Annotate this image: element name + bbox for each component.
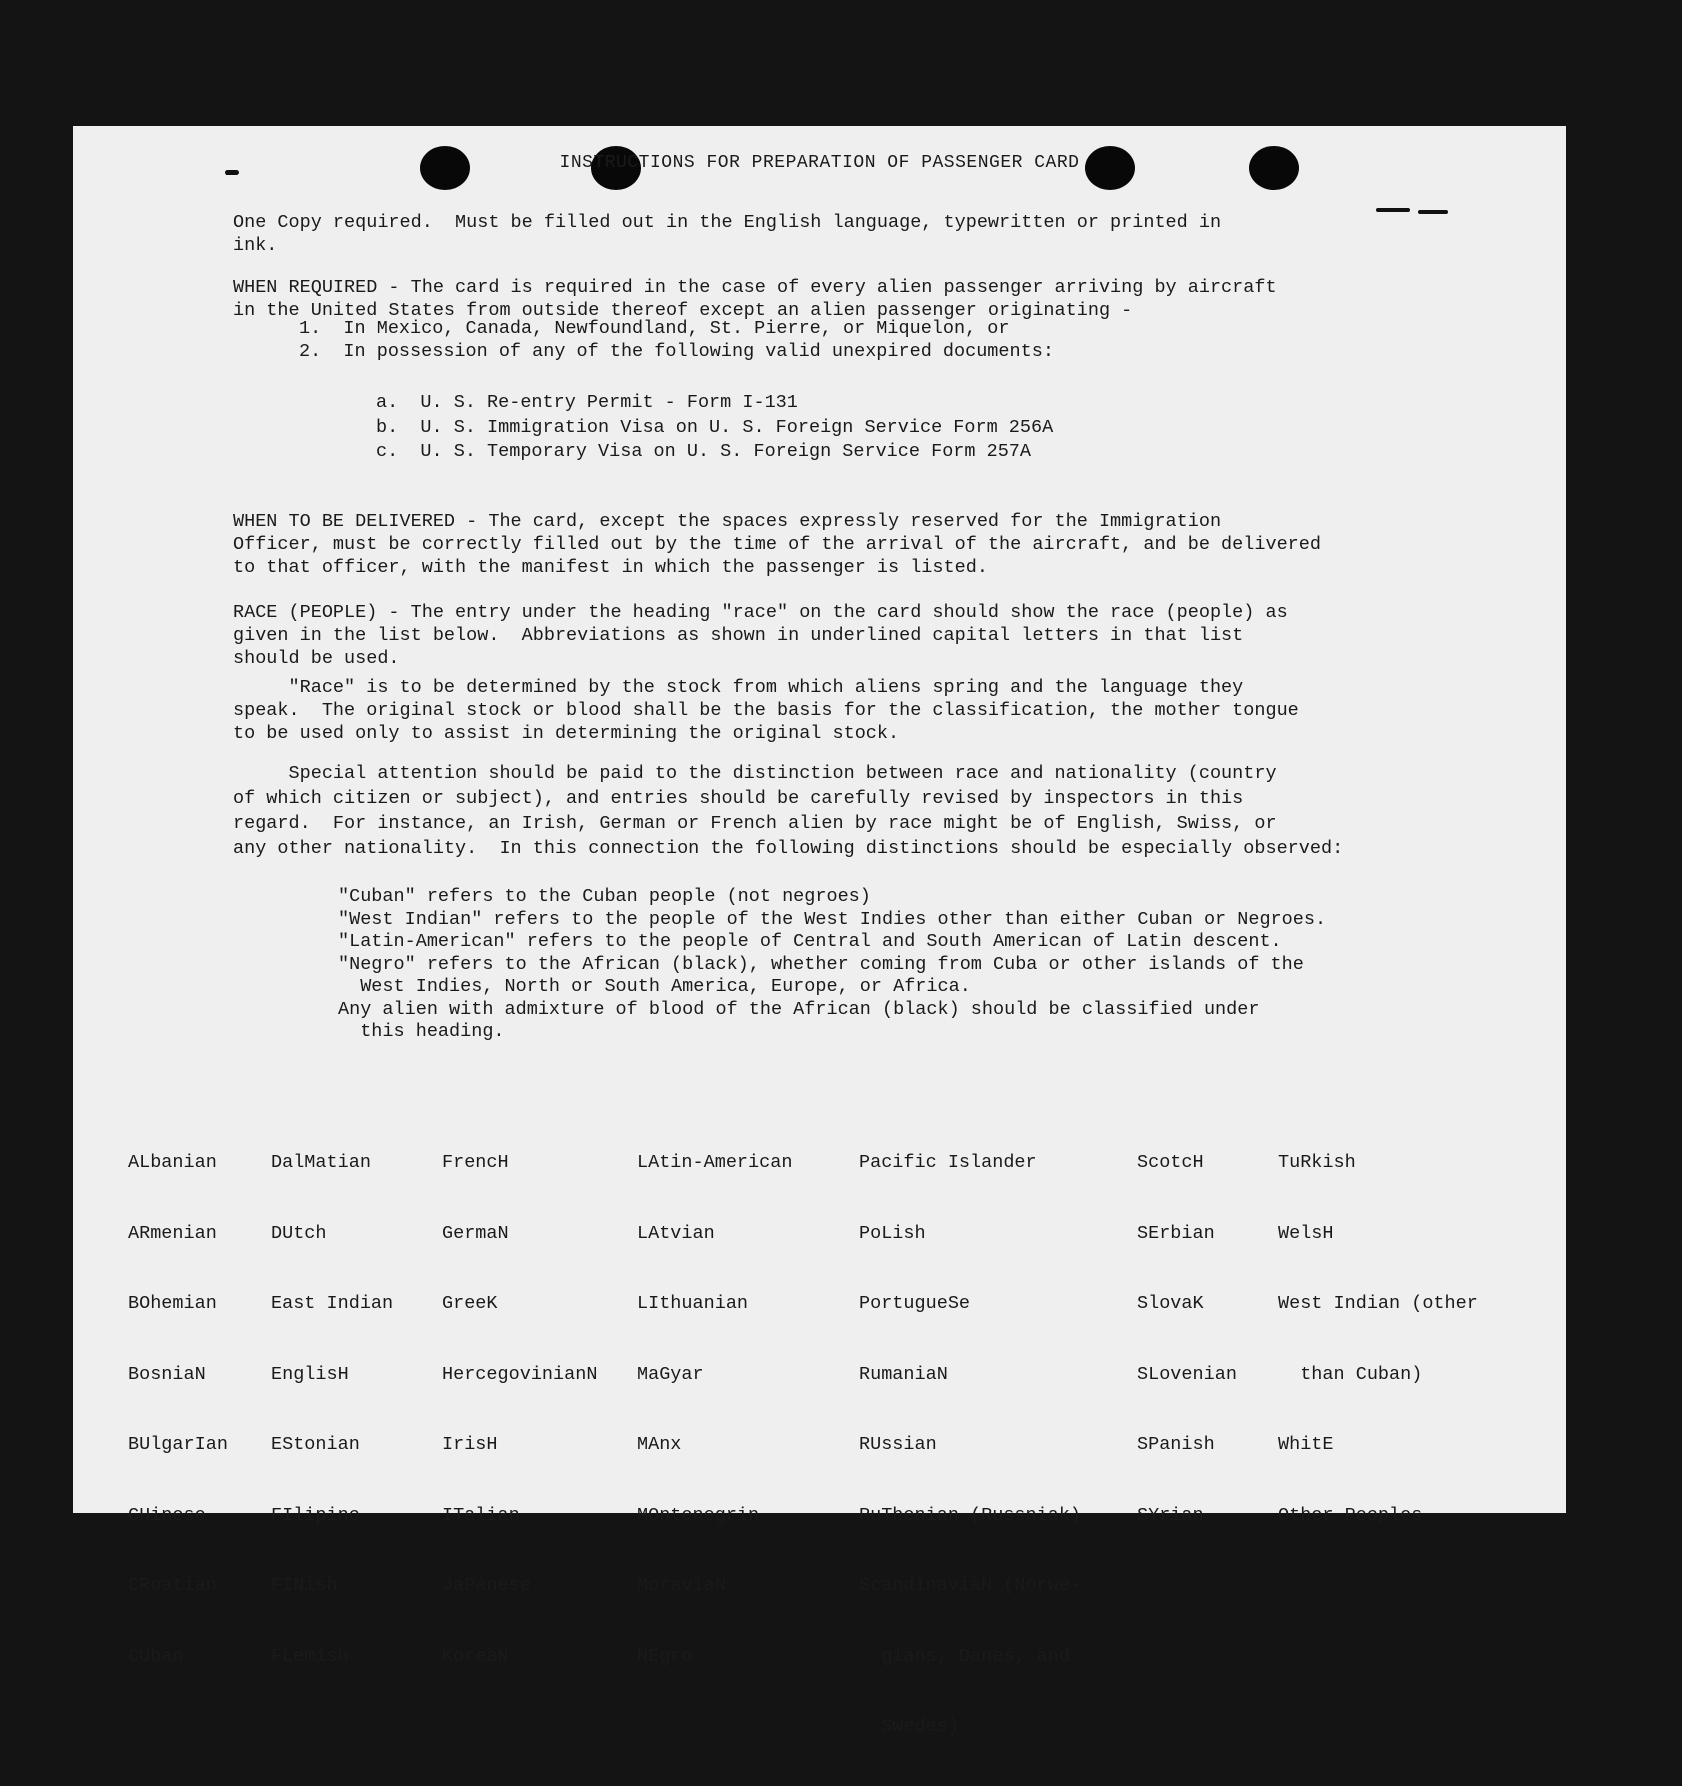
ink-mark [1418,210,1448,214]
intro-paragraph: One Copy required. Must be filled out in the English language, typewritten or printed in ink. [233,212,1222,256]
race-item: BOhemian [128,1293,217,1314]
documents-list: a. U. S. Re-entry Permit - Form I-131 b. U. S. Immigration Visa on U. S. Foreign Service Form 256A c. U. S. Temporary Visa on U. S. Foreign Service Form 257A [376,392,1054,462]
race-item: SErbian [1137,1222,1215,1244]
race-item: SYrian [1137,1504,1204,1526]
race-item: Swedes) [859,1716,959,1737]
race-item: Pacific Islander [859,1152,1037,1173]
race-item: East Indian [271,1293,394,1314]
race-item: BUlgarIan [128,1434,228,1455]
race-item: LAtin-American [637,1152,793,1173]
race-item: SPanish [1137,1434,1215,1455]
race-column-5 [859,1104,1081,1786]
race-item: CHinese [128,1504,206,1526]
race-item: MAnx [637,1434,682,1455]
when-required-paragraph: WHEN REQUIRED - The card is required in the case of every alien passenger arriving by aircraft in the United States from outside thereof except an alien passenger originating - [233,277,1277,321]
race-item: West Indian (other [1278,1293,1478,1314]
special-attention-paragraph: Special attention should be paid to the distinction between race and nationality (country of which citizen or subject), and entries should be carefully revised by inspectors in this regard. For instance, an Irish, German or French alien by race might be of English, Swiss, or any other nationality. In this connection the following distinctions should be especially observed: [233,763,1344,859]
race-item: CUban [128,1645,184,1667]
race-item: CRoatian [128,1575,217,1596]
race-item: ARmenian [128,1222,217,1244]
race-item: LAtvian [637,1222,715,1244]
race-column-3 [442,1104,597,1715]
race-item: IrisH [442,1434,498,1455]
ink-mark [1376,208,1410,212]
race-definition-paragraph: "Race" is to be determined by the stock from which aliens spring and the language they speak. The original stock or blood shall be the basis for the classification, the mother tongue to be used only to assist in determining the original stock. [233,677,1299,744]
race-item: EStonian [271,1434,360,1455]
race-column-7 [1278,1104,1478,1574]
race-item: PortugueSe [859,1293,971,1314]
race-item: NEgro [637,1645,693,1667]
race-item: SlovaK [1137,1293,1204,1314]
race-item: RUssian [859,1434,937,1455]
race-column-4 [637,1104,792,1715]
race-item: Other Peoples [1278,1504,1423,1526]
race-item: ScandinaviaN (Norwe- [859,1575,1082,1596]
race-item: FLemish [271,1645,349,1667]
race-item: DUtch [271,1222,327,1244]
race-item: KoreaN [442,1645,509,1667]
race-item: SLovenian [1137,1363,1237,1385]
race-item: DalMatian [271,1152,371,1173]
race-item: MaGyar [637,1363,704,1385]
race-item: JaPanese [442,1575,531,1596]
race-item: EnglisH [271,1363,349,1385]
when-delivered-paragraph: WHEN TO BE DELIVERED - The card, except the spaces expressly reserved for the Immigration Officer, must be correctly filled out by the time of the arrival of the aircraft, and be delivered to that officer, with the manifest in which the passenger is listed. [233,511,1321,578]
race-item: WhitE [1278,1434,1334,1455]
page-title: INSTRUCTIONS FOR PREPARATION OF PASSENGER CARD [559,153,1080,173]
race-item: FINish [271,1575,338,1596]
race-item: HercegovinianN [442,1363,598,1385]
race-column-1 [128,1104,228,1715]
race-item: gians, Danes, and [859,1645,1070,1667]
race-column-6 [1137,1104,1237,1574]
race-item: MoraviaN [637,1575,726,1596]
race-item: TuRkish [1278,1152,1356,1173]
race-item: than Cuban) [1278,1363,1423,1385]
race-item: FIlipino [271,1504,360,1526]
race-item: RuThenian (Russniak) [859,1504,1082,1526]
document-page [73,126,1566,1737]
race-item: MOntenegrin [637,1504,760,1526]
race-item: FrencH [442,1152,509,1173]
distinctions-list: "Cuban" refers to the Cuban people (not negroes) "West Indian" refers to the people of the West Indies other than either Cuban or Negroes. "Latin-American" refers to the people of Central and South American of Latin descent. "Negro" refers to the African (black), whether coming from Cuba or other islands of the West Indies, North or South America, Europe, or Africa. Any alien with admixture of blood of the African (black) should be classified under this heading. [338,886,1327,1042]
race-item: GreeK [442,1293,498,1314]
conditions-list: 1. In Mexico, Canada, Newfoundland, St. Pierre, or Miquelon, or 2. In possession of any of the following valid unexpired documents: [299,318,1054,362]
race-item: ScotcH [1137,1152,1204,1173]
race-column-2 [271,1104,393,1715]
race-item: WelsH [1278,1222,1334,1244]
race-item: ITalian [442,1504,520,1526]
race-item: ALbanian [128,1152,217,1173]
race-item: RumaniaN [859,1363,948,1385]
race-item: BosniaN [128,1363,206,1385]
race-item: GermaN [442,1222,509,1244]
race-heading-paragraph: RACE (PEOPLE) - The entry under the heading "race" on the card should show the race (people) as given in the list below. Abbreviations as shown in underlined capital letters in that list should be used. [233,602,1288,669]
race-item: LIthuanian [637,1293,749,1314]
race-item: PoLish [859,1222,926,1244]
